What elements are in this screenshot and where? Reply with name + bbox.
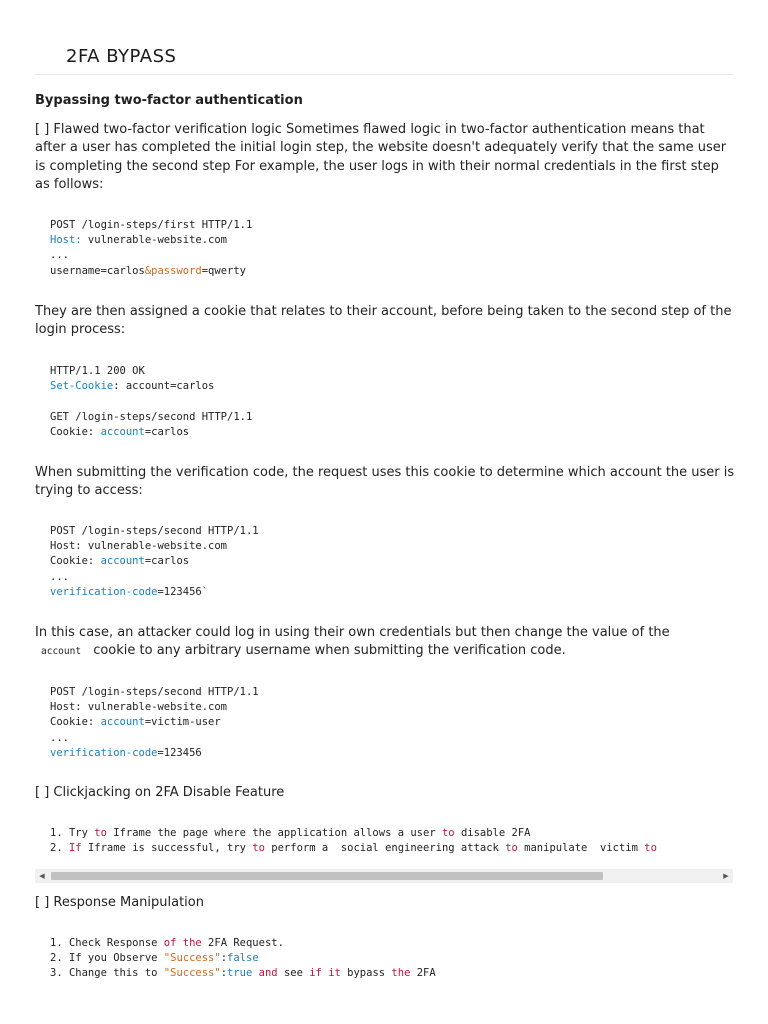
code-line: ... bbox=[50, 731, 69, 744]
code-token: username=carlos bbox=[50, 264, 145, 277]
inline-code-account: account bbox=[41, 646, 82, 658]
page-title: 2FA BYPASS bbox=[66, 46, 177, 67]
code-token: of the bbox=[163, 937, 202, 949]
paragraph-text: cookie to any arbitrary username when submitting the verification code. bbox=[93, 643, 566, 659]
code-token: 2FA Request. bbox=[201, 937, 284, 949]
code-token: 1. Check Response bbox=[50, 937, 164, 949]
code-token: vulnerable-website.com bbox=[81, 234, 228, 247]
code-token: verification-code bbox=[50, 746, 158, 759]
code-token: 2FA bbox=[410, 967, 436, 980]
code-token: bypass bbox=[340, 967, 392, 980]
code-token: "Success" bbox=[163, 967, 221, 980]
code-line: GET /login-steps/second HTTP/1.1 bbox=[50, 410, 253, 423]
paragraph-cookie-assigned: They are then assigned a cookie that relates to their account, before being taken to the second step of the login process: bbox=[35, 304, 732, 338]
code-token: the bbox=[391, 967, 411, 980]
code-token: =carlos bbox=[144, 425, 190, 438]
code-token: Set-Cookie bbox=[50, 380, 114, 393]
code-line: POST /login-steps/second HTTP/1.1 bbox=[50, 686, 259, 698]
code-token: to bbox=[252, 842, 265, 855]
code-token: account bbox=[100, 425, 145, 438]
scrollbar-thumb[interactable] bbox=[51, 872, 603, 880]
code-token: if it bbox=[309, 967, 341, 980]
section-heading: Bypassing two-factor authentication bbox=[35, 93, 303, 108]
code-token: to bbox=[441, 827, 455, 839]
code-block-clickjacking-viewport[interactable] bbox=[35, 826, 733, 862]
scroll-right-arrow-icon[interactable]: ▶ bbox=[723, 872, 729, 880]
code-block-clickjacking bbox=[35, 826, 733, 856]
code-token: =victim-user bbox=[144, 716, 221, 729]
code-token: "Success" bbox=[163, 952, 221, 965]
paragraph-text: In this case, an attacker could log in using their own credentials but then change the value of the bbox=[35, 625, 670, 640]
section-response-manipulation: [ ] Response Manipulation bbox=[35, 895, 204, 910]
code-token: and bbox=[252, 967, 278, 980]
code-block-set-cookie bbox=[50, 364, 252, 440]
code-line: ... bbox=[50, 249, 69, 262]
code-token: true bbox=[227, 967, 253, 980]
code-block-first-step bbox=[50, 218, 252, 279]
code-line: ... bbox=[50, 570, 69, 583]
paragraph-flawed-logic: [ ] Flawed two-factor verification logic Sometimes flawed logic in two-factor authentication means that after a user has completed the initial login step, the website doesn't adequately verify that the same user is completing the second step For example, the user logs in with their normal credentials in the first step as follows: bbox=[35, 122, 727, 192]
code-token: If bbox=[68, 842, 82, 855]
code-token: : bbox=[220, 952, 228, 965]
code-token: manipulate victim bbox=[517, 842, 645, 855]
code-line: POST /login-steps/second HTTP/1.1 bbox=[50, 525, 259, 537]
code-block-second-step bbox=[50, 524, 259, 600]
code-block-attack bbox=[50, 685, 259, 761]
code-line: POST /login-steps/first HTTP/1.1 bbox=[50, 219, 253, 231]
code-token: &password bbox=[144, 264, 202, 277]
code-token: =qwerty bbox=[201, 264, 246, 277]
code-token: 1. Try bbox=[50, 827, 95, 839]
code-token: account bbox=[100, 555, 145, 568]
code-token: disable 2FA bbox=[454, 827, 531, 839]
horizontal-scrollbar[interactable] bbox=[35, 869, 733, 883]
code-token: to bbox=[644, 842, 657, 855]
code-token: =carlos bbox=[144, 555, 190, 568]
code-line: Host: vulnerable-website.com bbox=[50, 540, 228, 553]
code-token: 2. If you Observe bbox=[50, 952, 164, 965]
code-token: Cookie: bbox=[50, 555, 101, 568]
code-token: =123456` bbox=[157, 585, 209, 598]
scroll-left-arrow-icon[interactable]: ◀ bbox=[39, 872, 45, 880]
code-token: false bbox=[227, 952, 259, 965]
paragraph-attack bbox=[35, 624, 735, 662]
code-token: to bbox=[94, 827, 107, 839]
code-token: see bbox=[277, 967, 310, 980]
code-token: account bbox=[100, 716, 145, 729]
code-token: : bbox=[220, 967, 228, 980]
code-line: HTTP/1.1 200 OK bbox=[50, 365, 145, 377]
code-token: perform a social engineering attack bbox=[264, 842, 506, 855]
code-block-response-manipulation bbox=[50, 936, 436, 982]
section-clickjacking: [ ] Clickjacking on 2FA Disable Feature bbox=[35, 785, 285, 800]
code-token: =123456 bbox=[157, 746, 202, 759]
code-token: to bbox=[505, 842, 518, 855]
code-token: verification-code bbox=[50, 585, 158, 598]
code-token: 3. Change this to bbox=[50, 967, 164, 980]
paragraph-verification: When submitting the verification code, the request uses this cookie to determine which account the user is trying to access: bbox=[35, 465, 735, 499]
code-token: 2. bbox=[50, 842, 69, 855]
code-token: : account=carlos bbox=[113, 380, 215, 393]
title-divider bbox=[35, 74, 733, 75]
code-token: Iframe is successful, try bbox=[81, 842, 253, 855]
code-token: Iframe the page where the application allows a user bbox=[106, 827, 442, 839]
code-line: Host: vulnerable-website.com bbox=[50, 701, 228, 714]
code-token: Cookie: bbox=[50, 425, 101, 438]
code-token: Cookie: bbox=[50, 716, 101, 729]
code-token: Host: bbox=[50, 234, 82, 247]
